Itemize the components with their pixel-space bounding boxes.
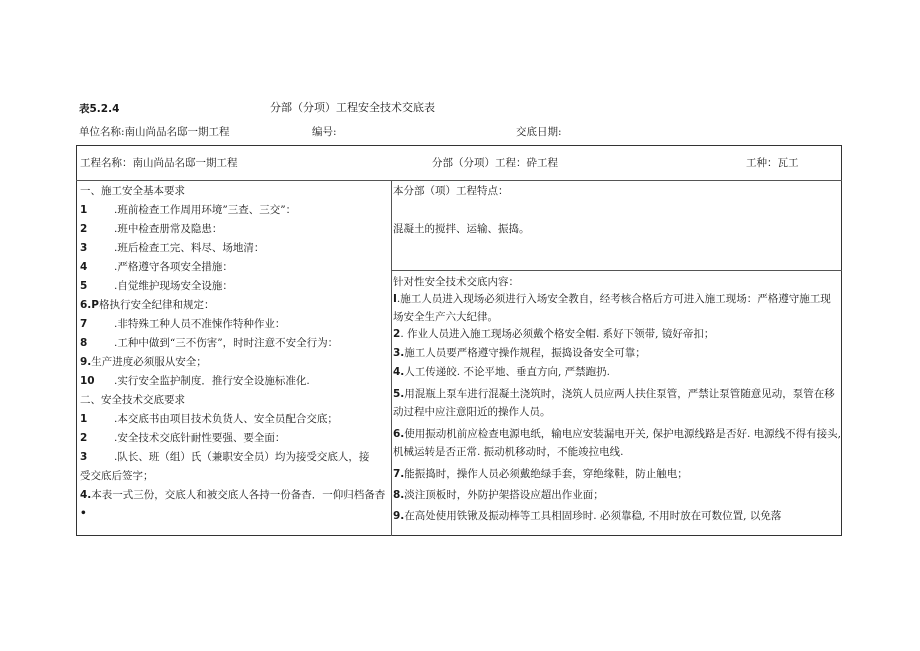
item-text: 能振捣时，操作人员必须戴绝绿手套，穿绝缘鞋，防止触电； [404,468,688,480]
section2-title: 二、安全技术交底要求 [80,394,185,406]
item-text: .班前检查工作周用环境”三查、三交”： [114,204,297,216]
item-number: 8. [393,489,405,501]
list-item [80,448,369,466]
table-number: 表5.2.4 [79,103,120,115]
item-text: .施工人员进入现场必须进行入场安全教自，经考核合格后方可进入施工现场：严格遵守施工现场安全生产六大纪律。 [393,293,831,323]
item-number: 3. [393,347,405,359]
item-number: 5. [393,388,405,400]
column-divider [391,180,392,536]
trade-name: 工种：瓦工 [746,157,799,169]
item-text: .班后检查工完、料尽、场地清： [114,242,265,254]
list-item [80,220,222,238]
list-item [80,372,310,390]
item-text: 本表一式三份，交底人和被交底人各持一份备杳．一仰归档备杳 [91,489,386,501]
list-item [80,239,264,257]
item-number: 7. [393,468,405,480]
item-text: . 作业人员进入施工现场必须戴个格安全帽. 系好下领带, 镜好帝扣； [400,328,715,340]
list-item [80,410,338,428]
code-label: 编号: [312,126,337,138]
list-item [80,334,338,352]
item-text: .工种中做到“三不伤害”，时时注意不安全行为： [114,337,339,349]
list-item [80,429,285,447]
item-text: .严格遵守各项安全措施： [114,261,233,273]
item-text: .安全技术交底针耐性要强、要全面： [114,432,286,444]
document-title: 分部（分项）工程安全技术交底表 [270,101,435,114]
measures-title: 针对性安全技术交底内容： [393,276,519,288]
item-text: .实行安全监护制度．推行安全设施标准化. [114,375,310,387]
item-text: 格执行安全纪律和规定： [99,299,215,311]
item-text: 生产进度必须服从安全； [91,356,207,368]
item-number: 9. [393,510,405,522]
item-number: 4. [393,366,405,378]
item-text: .本交底书由项目技术负货人、安全员配合交底； [114,413,338,425]
list-item [393,326,841,344]
list-item [80,277,233,295]
item-number: 10 [80,375,95,387]
item-number: 4 [80,261,88,273]
list-item [80,296,215,314]
item-text: 施工人员要严格遵守操作规程，振捣设备安全可靠； [404,347,646,359]
item-number: 6. [393,428,405,440]
list-item [393,487,841,505]
item-text: .自觉维护现场安全设施： [114,280,233,292]
list-item [80,201,296,219]
right-column [393,182,841,534]
sub-project-name: 分部（分项）工程：砕工程 [432,157,558,169]
list-item [393,345,841,363]
item-number: 9. [80,356,92,368]
feature-title: 本分部（项）工程特点： [393,185,509,197]
item-number: 2 [80,432,88,444]
item-number: 3 [80,242,88,254]
item-number: 6.P [80,299,99,311]
trailing-dot: • [80,507,87,519]
item-number: 2 [393,328,401,340]
item-text: 人工传递皎. 不论平地、垂直方向, 严禁跑扔. [404,366,610,378]
item-number: 4. [80,489,92,501]
list-item [80,353,207,371]
list-item [393,508,841,526]
item-number: 5 [80,280,88,292]
list-item [393,386,841,421]
left-column [80,182,388,534]
item-text: 使用振动机前应检查电源电纸，输电应安装漏电开关, 保护电源线路是否好. 电源线不得有接头, 机械运转是否正常. 振动机移动时，不能竣拉电线. [393,428,841,458]
item-text: .班中检查册常及隐患： [114,223,223,235]
item-number: 3 [80,451,88,463]
item-text: 用混瓶上泵车进行混凝土浇筑时，浇筑人员应两人扶住泵管，严禁让泵管随意见动，泵管在移动过程中应注意阳近的操作人员。 [393,388,835,418]
item-number: 2 [80,223,88,235]
item-text: 在高处使用铁锹及振动棒等工具相固珍时. 必须靠稳, 不用时放在可数位置, 以免落 [404,510,782,522]
list-item [393,466,841,484]
item-number: 7 [80,318,88,330]
list-item-continuation: 受交底后签字； [80,470,154,482]
list-item [80,258,233,276]
feature-text: 混凝土的搅拌、运输、振捣。 [393,223,530,235]
list-item [80,486,385,504]
item-number: I [393,293,397,305]
list-item [393,426,841,461]
item-text: .非特殊工种人员不准悚作特种作业： [114,318,286,330]
list-item [393,364,841,382]
info-row-divider [76,180,842,181]
list-item [80,315,285,333]
item-text: 淡注顶板时，外防护架搭设应超出作业面； [404,489,604,501]
item-number: 8 [80,337,88,349]
date-label: 交底日期: [516,126,562,138]
unit-name: 单位名称:南山尚品名邸一期工程 [79,126,230,138]
item-number: 1 [80,204,88,216]
list-item [393,291,841,326]
item-number: 1 [80,413,88,425]
section1-title: 一、施工安全基本要求 [80,185,185,197]
project-name: 工程名称：南山尚品名邸一期工程 [80,157,238,169]
item-text: .队长、班（组）氏（兼职安全员）均为接受交底人，接 [114,451,370,463]
